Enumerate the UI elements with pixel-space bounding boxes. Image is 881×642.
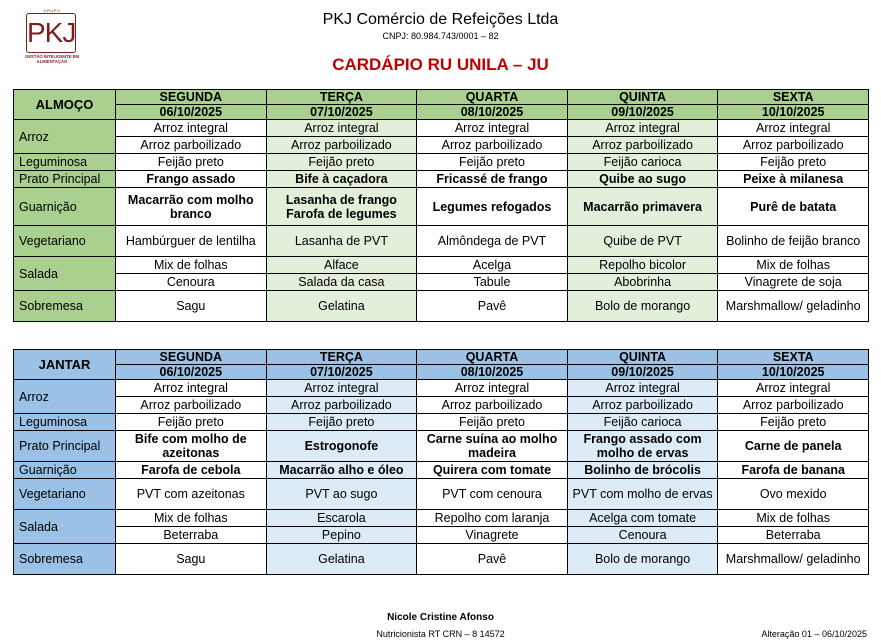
row-label-guarnicao: Guarnição xyxy=(14,188,116,226)
menu-cell: Gelatina xyxy=(266,544,417,575)
row-label-vegetariano: Vegetariano xyxy=(14,479,116,510)
menu-cell: Cenoura xyxy=(116,274,267,291)
menu-cell: PVT com azeitonas xyxy=(116,479,267,510)
menu-cell: Lasanha de PVT xyxy=(266,226,417,257)
day-header: QUINTA xyxy=(567,90,718,105)
menu-cell: Macarrão alho e óleo xyxy=(266,462,417,479)
menu-cell: Arroz integral xyxy=(417,120,568,137)
menu-cell: PVT com cenoura xyxy=(417,479,568,510)
menu-cell: Carne de panela xyxy=(718,431,869,462)
menu-cell: Arroz parboilizado xyxy=(116,137,267,154)
nutritionist-crn: Nutricionista RT CRN – 8 14572 xyxy=(376,629,505,639)
date-header: 07/10/2025 xyxy=(266,365,417,380)
menu-cell: Fricassé de frango xyxy=(417,171,568,188)
menu-cell: Acelga com tomate xyxy=(567,510,718,527)
lunch-row-arroz2 xyxy=(14,137,869,154)
dinner-row-salada1 xyxy=(14,510,869,527)
lunch-row-sobremesa xyxy=(14,291,869,322)
lunch-row-guarnicao xyxy=(14,188,869,226)
menu-cell: Ovo mexido xyxy=(718,479,869,510)
date-header: 09/10/2025 xyxy=(567,105,718,120)
menu-cell: Bolo de morango xyxy=(567,291,718,322)
lunch-menu-table xyxy=(13,89,869,322)
dinner-row-vegetariano xyxy=(14,479,869,510)
dinner-row-sobremesa xyxy=(14,544,869,575)
dinner-row-leguminosa xyxy=(14,414,869,431)
menu-cell: Salada da casa xyxy=(266,274,417,291)
day-header: SEGUNDA xyxy=(116,350,267,365)
menu-cell: Arroz parboilizado xyxy=(567,397,718,414)
menu-cell: Quibe de PVT xyxy=(567,226,718,257)
menu-cell: Feijão preto xyxy=(266,414,417,431)
menu-cell: Beterraba xyxy=(718,527,869,544)
date-header: 06/10/2025 xyxy=(116,365,267,380)
row-label-sobremesa: Sobremesa xyxy=(14,544,116,575)
company-cnpj: CNPJ: 80.984.743/0001 – 82 xyxy=(382,31,499,41)
menu-cell: Feijão preto xyxy=(417,154,568,171)
menu-cell: Farofa de cebola xyxy=(116,462,267,479)
day-header: SEGUNDA xyxy=(116,90,267,105)
menu-cell: Farofa de banana xyxy=(718,462,869,479)
day-header: QUARTA xyxy=(417,90,568,105)
menu-cell: Marshmallow/ geladinho xyxy=(718,544,869,575)
menu-cell: PVT ao sugo xyxy=(266,479,417,510)
menu-cell: Feijão preto xyxy=(718,154,869,171)
menu-cell: Acelga xyxy=(417,257,568,274)
menu-cell: Mix de folhas xyxy=(718,257,869,274)
row-label-leguminosa: Leguminosa xyxy=(14,154,116,171)
menu-cell: Feijão preto xyxy=(266,154,417,171)
dinner-row-guarnicao xyxy=(14,462,869,479)
menu-cell: Alface xyxy=(266,257,417,274)
menu-cell: Legumes refogados xyxy=(417,188,568,226)
menu-cell: Macarrão com molho branco xyxy=(116,188,267,226)
row-label-arroz: Arroz xyxy=(14,380,116,414)
row-label-salada: Salada xyxy=(14,257,116,291)
dinner-header-row xyxy=(14,350,869,365)
menu-cell: Quirera com tomate xyxy=(417,462,568,479)
menu-cell: Arroz parboilizado xyxy=(718,397,869,414)
menu-cell: Feijão preto xyxy=(116,154,267,171)
menu-cell: Sagu xyxy=(116,291,267,322)
menu-cell: Peixe à milanesa xyxy=(718,171,869,188)
menu-cell: PVT com molho de ervas xyxy=(567,479,718,510)
lunch-row-leguminosa xyxy=(14,154,869,171)
lunch-row-salada1 xyxy=(14,257,869,274)
revision-note: Alteração 01 – 06/10/2025 xyxy=(761,629,867,639)
date-header: 10/10/2025 xyxy=(718,105,869,120)
lunch-header-row xyxy=(14,90,869,105)
logo-mark: PKJ xyxy=(26,13,76,53)
dinner-row-salada2 xyxy=(14,527,869,544)
menu-cell: Sagu xyxy=(116,544,267,575)
menu-cell: Mix de folhas xyxy=(718,510,869,527)
menu-cell: Pavê xyxy=(417,544,568,575)
menu-cell: Carne suína ao molho madeira xyxy=(417,431,568,462)
lunch-menu-body xyxy=(14,90,869,322)
menu-cell: Arroz parboilizado xyxy=(116,397,267,414)
menu-cell: Escarola xyxy=(266,510,417,527)
date-header: 09/10/2025 xyxy=(567,365,718,380)
day-header: TERÇA xyxy=(266,350,417,365)
dinner-menu-body xyxy=(14,350,869,575)
day-header: QUINTA xyxy=(567,350,718,365)
nutritionist-name: Nicole Cristine Afonso xyxy=(387,612,494,623)
menu-cell: Bolo de morango xyxy=(567,544,718,575)
date-header: 06/10/2025 xyxy=(116,105,267,120)
menu-cell: Arroz parboilizado xyxy=(718,137,869,154)
lunch-meal-label: ALMOÇO xyxy=(14,90,116,120)
menu-cell: Abobrinha xyxy=(567,274,718,291)
dinner-meal-label: JANTAR xyxy=(14,350,116,380)
menu-cell: Arroz integral xyxy=(116,120,267,137)
menu-cell: Frango assado com molho de ervas xyxy=(567,431,718,462)
menu-cell: Arroz integral xyxy=(266,380,417,397)
menu-cell: Macarrão primavera xyxy=(567,188,718,226)
menu-cell: Frango assado xyxy=(116,171,267,188)
row-label-arroz: Arroz xyxy=(14,120,116,154)
date-header: 07/10/2025 xyxy=(266,105,417,120)
menu-cell: Marshmallow/ geladinho xyxy=(718,291,869,322)
menu-cell: Arroz integral xyxy=(567,120,718,137)
logo-group-text: GRUPO xyxy=(43,8,61,13)
menu-cell: Vinagrete de soja xyxy=(718,274,869,291)
lunch-row-vegetariano xyxy=(14,226,869,257)
menu-cell: Feijão carioca xyxy=(567,154,718,171)
menu-cell: Gelatina xyxy=(266,291,417,322)
day-header: TERÇA xyxy=(266,90,417,105)
logo-tagline: GESTÃO INTELIGENTE EM ALIMENTAÇÃO xyxy=(25,54,79,64)
menu-cell: Repolho bicolor xyxy=(567,257,718,274)
menu-cell: Cenoura xyxy=(567,527,718,544)
menu-cell: Vinagrete xyxy=(417,527,568,544)
lunch-row-arroz1 xyxy=(14,120,869,137)
row-label-prato: Prato Principal xyxy=(14,171,116,188)
row-label-sobremesa: Sobremesa xyxy=(14,291,116,322)
menu-cell: Mix de folhas xyxy=(116,257,267,274)
menu-cell: Bife à caçadora xyxy=(266,171,417,188)
row-label-guarnicao: Guarnição xyxy=(14,462,116,479)
menu-cell: Bolinho de feijão branco xyxy=(718,226,869,257)
dinner-row-arroz2 xyxy=(14,397,869,414)
menu-cell: Arroz integral xyxy=(266,120,417,137)
dinner-date-row xyxy=(14,365,869,380)
menu-cell: Arroz parboilizado xyxy=(266,397,417,414)
date-header: 08/10/2025 xyxy=(417,105,568,120)
day-header: SEXTA xyxy=(718,90,869,105)
dinner-menu-table xyxy=(13,349,869,575)
menu-cell: Bolinho de brócolis xyxy=(567,462,718,479)
menu-cell: Arroz parboilizado xyxy=(266,137,417,154)
menu-cell: Feijão preto xyxy=(417,414,568,431)
menu-cell: Arroz integral xyxy=(718,120,869,137)
lunch-row-prato xyxy=(14,171,869,188)
menu-cell: Arroz integral xyxy=(718,380,869,397)
row-label-prato: Prato Principal xyxy=(14,431,116,462)
menu-cell: Estrogonofe xyxy=(266,431,417,462)
menu-cell: Almôndega de PVT xyxy=(417,226,568,257)
lunch-row-salada2 xyxy=(14,274,869,291)
menu-cell: Bife com molho de azeitonas xyxy=(116,431,267,462)
dinner-row-arroz1 xyxy=(14,380,869,397)
menu-cell: Arroz integral xyxy=(116,380,267,397)
date-header: 10/10/2025 xyxy=(718,365,869,380)
menu-cell: Arroz parboilizado xyxy=(417,137,568,154)
menu-cell: Arroz parboilizado xyxy=(567,137,718,154)
menu-cell: Feijão preto xyxy=(116,414,267,431)
menu-cell: Pepino xyxy=(266,527,417,544)
menu-cell: Mix de folhas xyxy=(116,510,267,527)
menu-cell: Pavê xyxy=(417,291,568,322)
date-header: 08/10/2025 xyxy=(417,365,568,380)
menu-cell: Feijão carioca xyxy=(567,414,718,431)
row-label-vegetariano: Vegetariano xyxy=(14,226,116,257)
menu-cell: Beterraba xyxy=(116,527,267,544)
menu-cell: Repolho com laranja xyxy=(417,510,568,527)
menu-cell: Arroz parboilizado xyxy=(417,397,568,414)
menu-cell: Hambúrguer de lentilha xyxy=(116,226,267,257)
menu-cell: Lasanha de frango Farofa de legumes xyxy=(266,188,417,226)
day-header: SEXTA xyxy=(718,350,869,365)
page-title: CARDÁPIO RU UNILA – JU xyxy=(332,55,549,74)
menu-cell: Arroz integral xyxy=(417,380,568,397)
menu-cell: Arroz integral xyxy=(567,380,718,397)
menu-cell: Purê de batata xyxy=(718,188,869,226)
row-label-leguminosa: Leguminosa xyxy=(14,414,116,431)
menu-cell: Quibe ao sugo xyxy=(567,171,718,188)
menu-cell: Tabule xyxy=(417,274,568,291)
row-label-salada: Salada xyxy=(14,510,116,544)
menu-cell: Feijão preto xyxy=(718,414,869,431)
company-name: PKJ Comércio de Refeições Ltda xyxy=(322,11,559,28)
lunch-date-row xyxy=(14,105,869,120)
dinner-row-prato xyxy=(14,431,869,462)
day-header: QUARTA xyxy=(417,350,568,365)
